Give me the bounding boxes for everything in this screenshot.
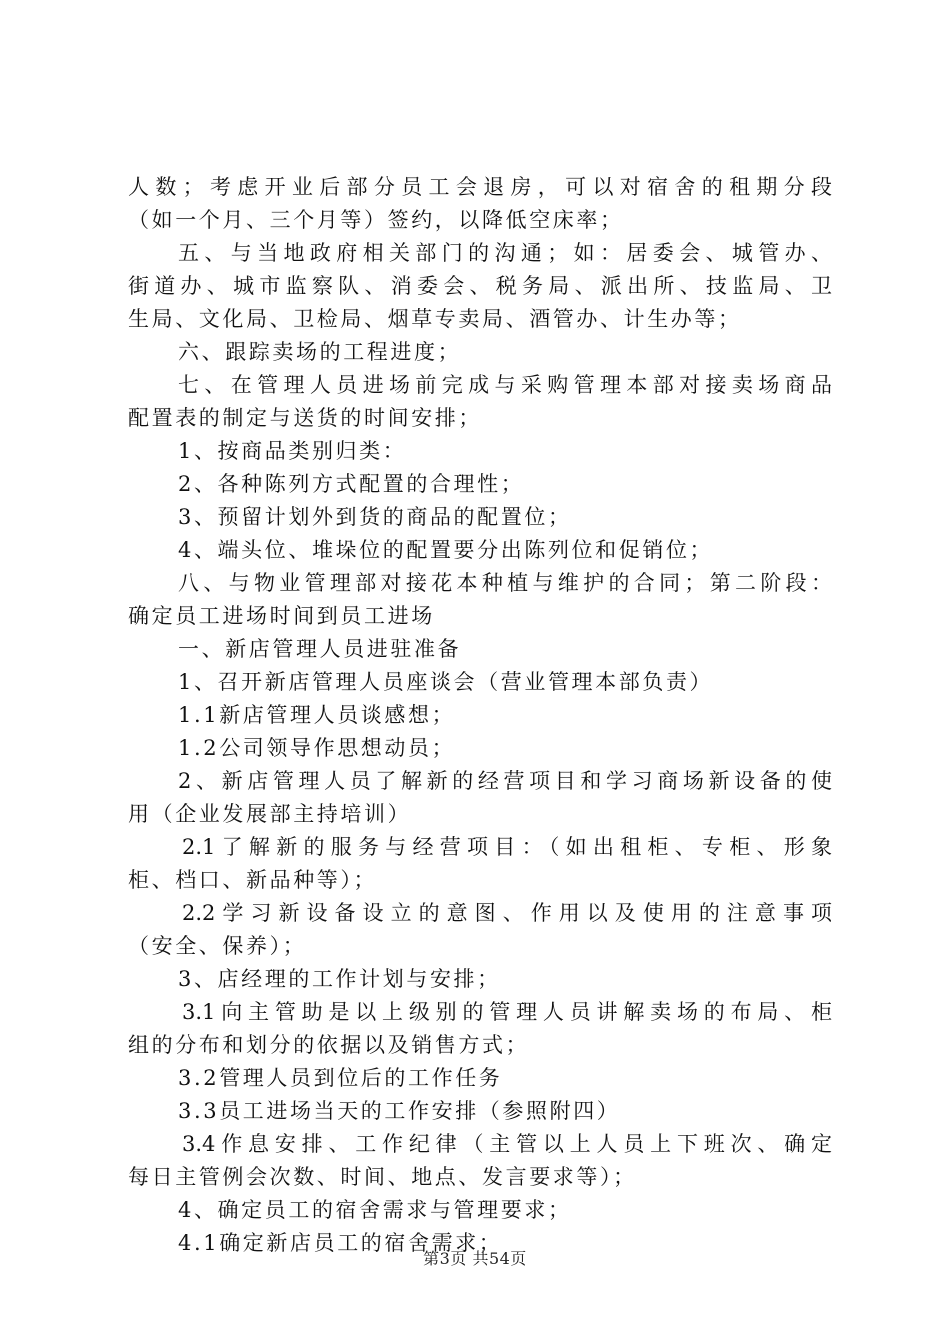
text-line: 用（企业发展部主持培训） — [128, 802, 412, 826]
text-line: 街道办、城市监察队、消委会、税务局、派出所、技监局、卫 — [128, 274, 832, 298]
text-line: 3.4作息安排、工作纪律（主管以上人员上下班次、确定 — [182, 1132, 832, 1156]
text-line: 1、召开新店管理人员座谈会（营业管理本部负责） — [178, 670, 714, 694]
section-heading: 一、新店管理人员进驻准备 — [178, 637, 462, 661]
text-line: 4、端头位、堆垛位的配置要分出陈列位和促销位； — [178, 538, 714, 562]
text-line: 3.2管理人员到位后的工作任务 — [178, 1066, 503, 1090]
text-line: 六、跟踪卖场的工程进度； — [178, 340, 462, 364]
text-line: 每日主管例会次数、时间、地点、发言要求等）； — [128, 1165, 637, 1189]
text-line: 组的分布和划分的依据以及销售方式； — [128, 1033, 530, 1057]
text-line: 1.1新店管理人员谈感想； — [178, 703, 456, 727]
text-line: 3.1向主管助是以上级别的管理人员讲解卖场的布局、柜 — [182, 1000, 832, 1024]
text-line: （安全、保养）； — [128, 934, 307, 958]
text-line: 3、预留计划外到货的商品的配置位； — [178, 505, 572, 529]
text-line: 八、与物业管理部对接花本种植与维护的合同；第二阶段： — [178, 571, 832, 595]
text-line: 柜、档口、新品种等）； — [128, 868, 378, 892]
text-line: 1、按商品类别归类： — [178, 439, 407, 463]
text-line: 2、各种陈列方式配置的合理性； — [178, 472, 525, 496]
text-line: 4、确定员工的宿舍需求与管理要求； — [178, 1198, 572, 1222]
text-line: 五、与当地政府相关部门的沟通；如：居委会、城管办、 — [178, 241, 832, 265]
text-line: 4.1确定新店员工的宿舍需求； — [178, 1231, 503, 1255]
text-line: 生局、文化局、卫检局、烟草专卖局、酒管办、计生办等； — [128, 307, 742, 331]
text-line: 2、新店管理人员了解新的经营项目和学习商场新设备的使 — [178, 769, 832, 793]
text-line: （如一个月、三个月等）签约，以降低空床率； — [128, 208, 624, 232]
text-line: 3、店经理的工作计划与安排； — [178, 967, 501, 991]
text-line: 2.1了解新的服务与经营项目：（如出租柜、专柜、形象 — [182, 835, 832, 859]
page-number-footer: 第3页 共54页 — [423, 1249, 527, 1268]
text-line: 1.2公司领导作思想动员； — [178, 736, 456, 760]
text-line: 2.2学习新设备设立的意图、作用以及使用的注意事项 — [182, 901, 832, 925]
text-line: 人数；考虑开业后部分员工会退房，可以对宿舍的租期分段 — [128, 175, 832, 199]
text-line: 七、在管理人员进场前完成与采购管理本部对接卖场商品 — [178, 373, 832, 397]
text-line: 确定员工进场时间到员工进场 — [128, 604, 435, 628]
text-line: 配置表的制定与送货的时间安排； — [128, 406, 482, 430]
text-line: 3.3员工进场当天的工作安排（参照附四） — [178, 1099, 621, 1123]
document-body — [128, 171, 832, 1260]
